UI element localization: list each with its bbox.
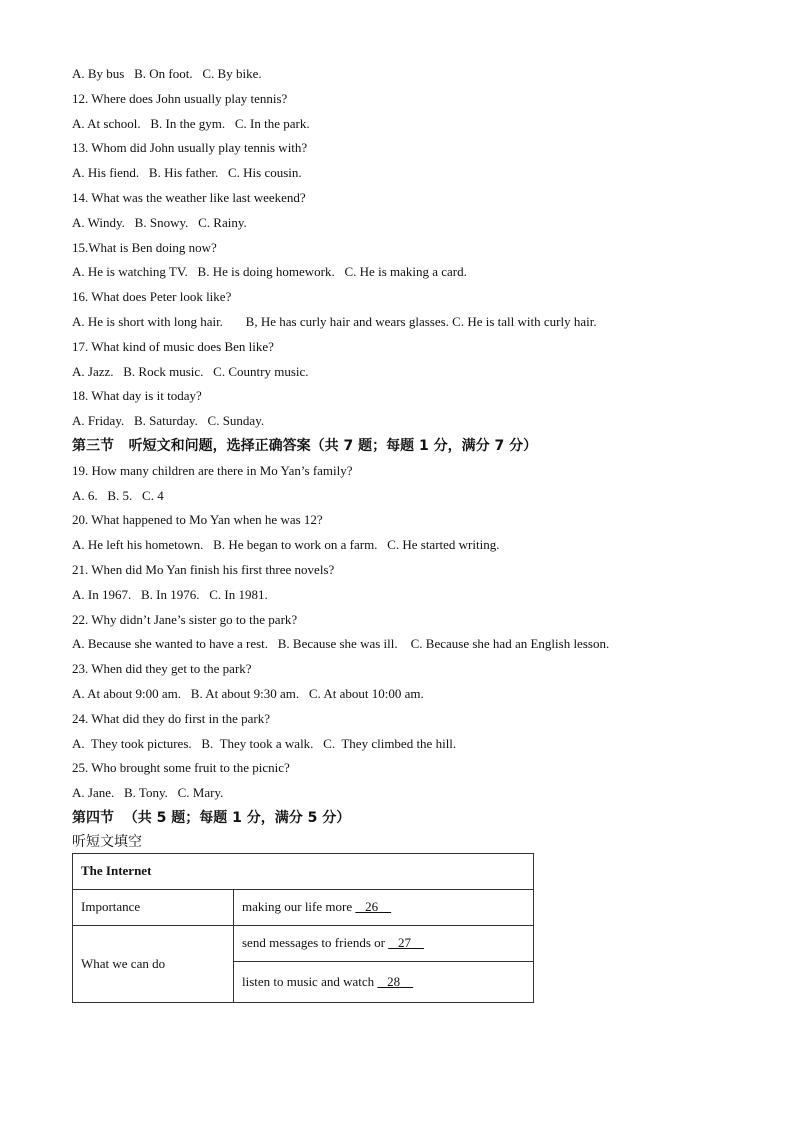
- options-12: A. At school. B. In the gym. C. In the park.: [72, 115, 310, 131]
- question-21: 21. When did Mo Yan finish his first three novels?: [72, 561, 335, 577]
- send-messages-text: send messages to friends or: [242, 935, 389, 951]
- blank-28: 28: [377, 973, 414, 989]
- question-17: 17. What kind of music does Ben like?: [72, 338, 274, 354]
- listen-music-text: listen to music and watch: [242, 973, 378, 989]
- question-23: 23. When did they get to the park?: [72, 661, 252, 677]
- question-12: 12. Where does John usually play tennis?: [72, 90, 288, 106]
- section4-heading: 第四节 （共 5 题；每题 1 分，满分 5 分）: [72, 809, 351, 826]
- option-line-q11: A. By bus B. On foot. C. By bike.: [72, 66, 262, 81]
- table-row: [73, 853, 534, 889]
- options-15: A. He is watching TV. B. He is doing homework. C. He is making a card.: [72, 264, 467, 280]
- questions-part2: [72, 62, 712, 434]
- options-13: A. His fiend. B. His father. C. His cousin.: [72, 165, 302, 181]
- question-15: 15.What is Ben doing now?: [72, 239, 217, 255]
- options-24: A. They took pictures. B. They took a walk. C. They climbed the hill.: [72, 735, 457, 751]
- options-17: A. Jazz. B. Rock music. C. Country music.: [72, 363, 309, 379]
- what-we-can-do-label: What we can do: [73, 925, 234, 1002]
- options-19: A. 6. B. 5. C. 4: [72, 487, 164, 503]
- options-21: A. In 1967. B. In 1976. C. In 1981.: [72, 586, 268, 602]
- importance-text: making our life more: [242, 899, 356, 915]
- question-24: 24. What did they do first in the park?: [72, 710, 270, 726]
- question-16: 16. What does Peter look like?: [72, 289, 232, 305]
- listen-music-cell: [234, 961, 534, 1002]
- blank-27: 27: [388, 935, 424, 951]
- options-20: A. He left his hometown. B. He began to work on a farm. C. He started writing.: [72, 537, 500, 553]
- options-23: A. At about 9:00 am. B. At about 9:30 am. C. At about 10:00 am.: [72, 685, 424, 701]
- section3-heading: 第三节 听短文和问题，选择正确答案（共 7 题；每题 1 分，满分 7 分）: [72, 437, 538, 454]
- options-18: A. Friday. B. Saturday. C. Sunday.: [72, 413, 265, 429]
- options-16: A. He is short with long hair. B, He has curly hair and wears glasses. C. He is tall with curly hair.: [72, 313, 597, 329]
- section4-subheading: 听短文填空: [72, 833, 142, 850]
- importance-label: Importance: [73, 889, 234, 925]
- importance-cell: [234, 889, 534, 925]
- question-14: 14. What was the weather like last weekend?: [72, 189, 306, 205]
- document-page: [72, 62, 712, 1003]
- table-row: [73, 925, 534, 961]
- table-row: [73, 889, 534, 925]
- question-22: 22. Why didn’t Jane’s sister go to the park?: [72, 611, 298, 627]
- question-25: 25. Who brought some fruit to the picnic?: [72, 760, 290, 776]
- send-messages-cell: [234, 925, 534, 961]
- table-title: The Internet: [73, 853, 534, 889]
- question-19: 19. How many children are there in Mo Yan’s family?: [72, 462, 353, 478]
- options-22: A. Because she wanted to have a rest. B. Because she was ill. C. Because she had an English lesson.: [72, 636, 610, 652]
- question-20: 20. What happened to Mo Yan when he was 12?: [72, 512, 323, 528]
- blank-26: 26: [355, 899, 392, 915]
- options-14: A. Windy. B. Snowy. C. Rainy.: [72, 214, 247, 230]
- question-18: 18. What day is it today?: [72, 388, 202, 404]
- internet-table: [72, 853, 534, 1003]
- question-13: 13. Whom did John usually play tennis with?: [72, 140, 308, 156]
- questions-part3: [72, 459, 712, 806]
- options-25: A. Jane. B. Tony. C. Mary.: [72, 785, 224, 801]
